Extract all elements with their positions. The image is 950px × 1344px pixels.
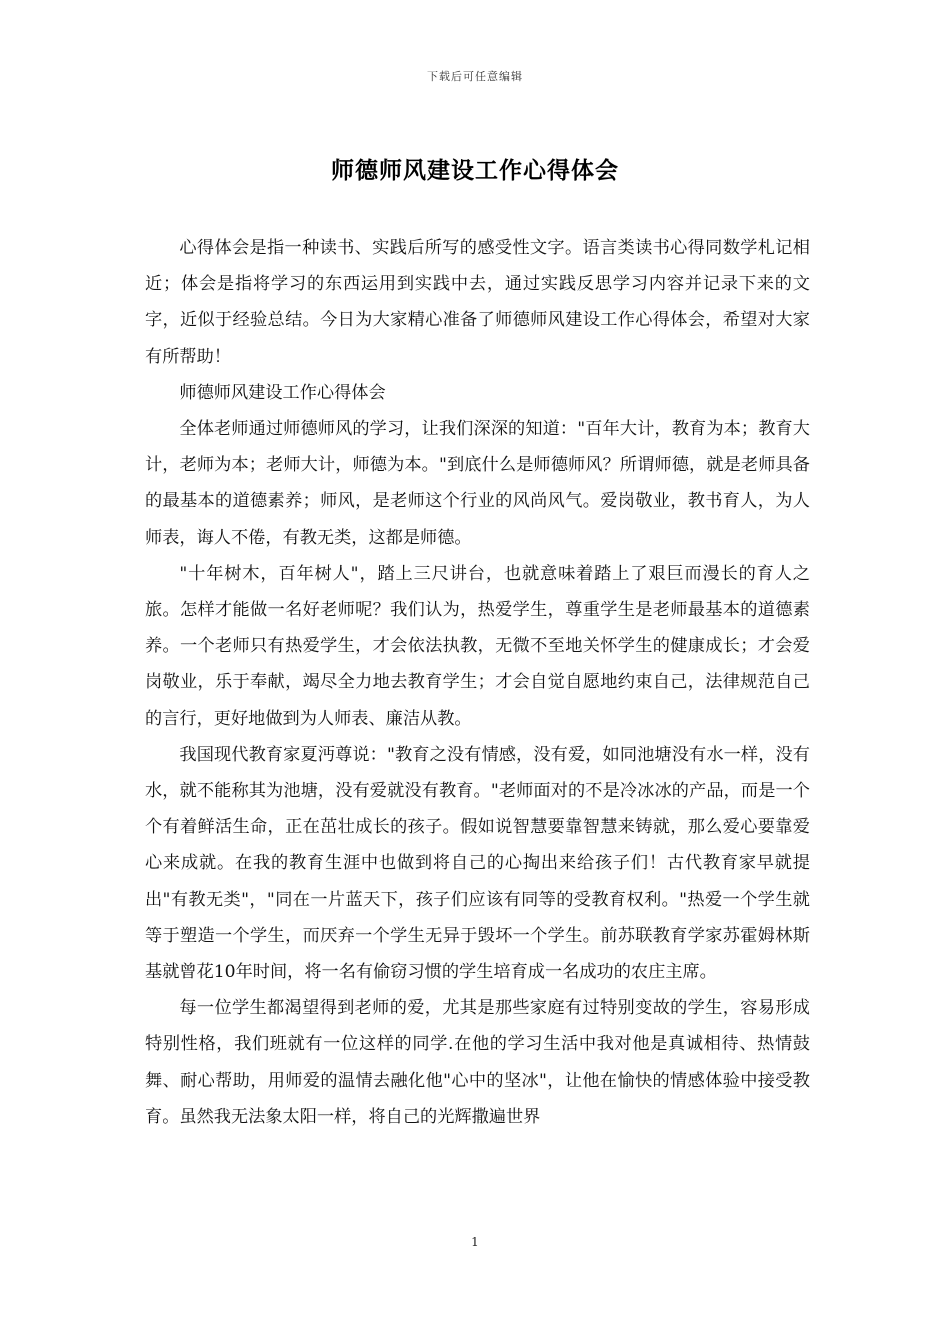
- paragraph: 我国现代教育家夏沔尊说："教育之没有情感，没有爱，如同池塘没有水一样，没有水，就不能称其为池塘，没有爱就没有教育。"老师面对的不是冷冰冰的产品，而是一个个有着鲜活生命，正在茁壮成长的孩子。假如说智慧要靠智慧来铸就，那么爱心要靠爱心来成就。在我的教育生涯中也做到将自己的心掏出来给孩子们！古代教育家早就提出"有教无类"，"同在一片蓝天下，孩子们应该有同等的受教育权利。"热爱一个学生就等于塑造一个学生，而厌弃一个学生无异于毁坏一个学生。前苏联教育学家苏霍姆林斯基就曾花10年时间，将一名有偷窃习惯的学生培育成一名成功的农庄主席。: [145, 744, 810, 983]
- paragraph-intro: 心得体会是指一种读书、实践后所写的感受性文字。语言类读书心得同数学札记相近；体会是指将学习的东西运用到实践中去，通过实践反思学习内容并记录下来的文字，近似于经验总结。今日为大家精心准备了师德师风建设工作心得体会，希望对大家有所帮助！: [145, 238, 810, 367]
- document-body: [145, 230, 810, 1135]
- document-title: 师德师风建设工作心得体会: [331, 157, 619, 184]
- page-number: 1: [471, 1235, 479, 1249]
- paragraph-subtitle: 师德师风建设工作心得体会: [179, 382, 386, 403]
- header-note: 下载后可任意编辑: [427, 70, 523, 83]
- paragraph: 全体老师通过师德师风的学习，让我们深深的知道："百年大计，教育为本；教育大计，老师为本；老师大计，师德为本。"到底什么是师德师风？所谓师德，就是老师具备的最基本的道德素养；师风，是老师这个行业的风尚风气。爱岗敬业，教书育人，为人师表，诲人不倦，有教无类，这都是师德。: [145, 419, 810, 548]
- paragraph: 每一位学生都渴望得到老师的爱，尤其是那些家庭有过特别变故的学生，容易形成特别性格，我们班就有一位这样的同学.在他的学习生活中我对他是真诚相待、热情鼓舞、耐心帮助，用师爱的温情去融化他"心中的坚冰"，让他在愉快的情感体验中接受教育。虽然我无法象太阳一样，将自己的光辉撒遍世界: [145, 998, 810, 1127]
- paragraph: "十年树木，百年树人"，踏上三尺讲台，也就意味着踏上了艰巨而漫长的育人之旅。怎样才能做一名好老师呢？我们认为，热爱学生，尊重学生是老师最基本的道德素养。一个老师只有热爱学生，才会依法执教，无微不至地关怀学生的健康成长；才会爱岗敬业，乐于奉献，竭尽全力地去教育学生；才会自觉自愿地约束自己，法律规范自己的言行，更好地做到为人师表、廉洁从教。: [145, 563, 810, 729]
